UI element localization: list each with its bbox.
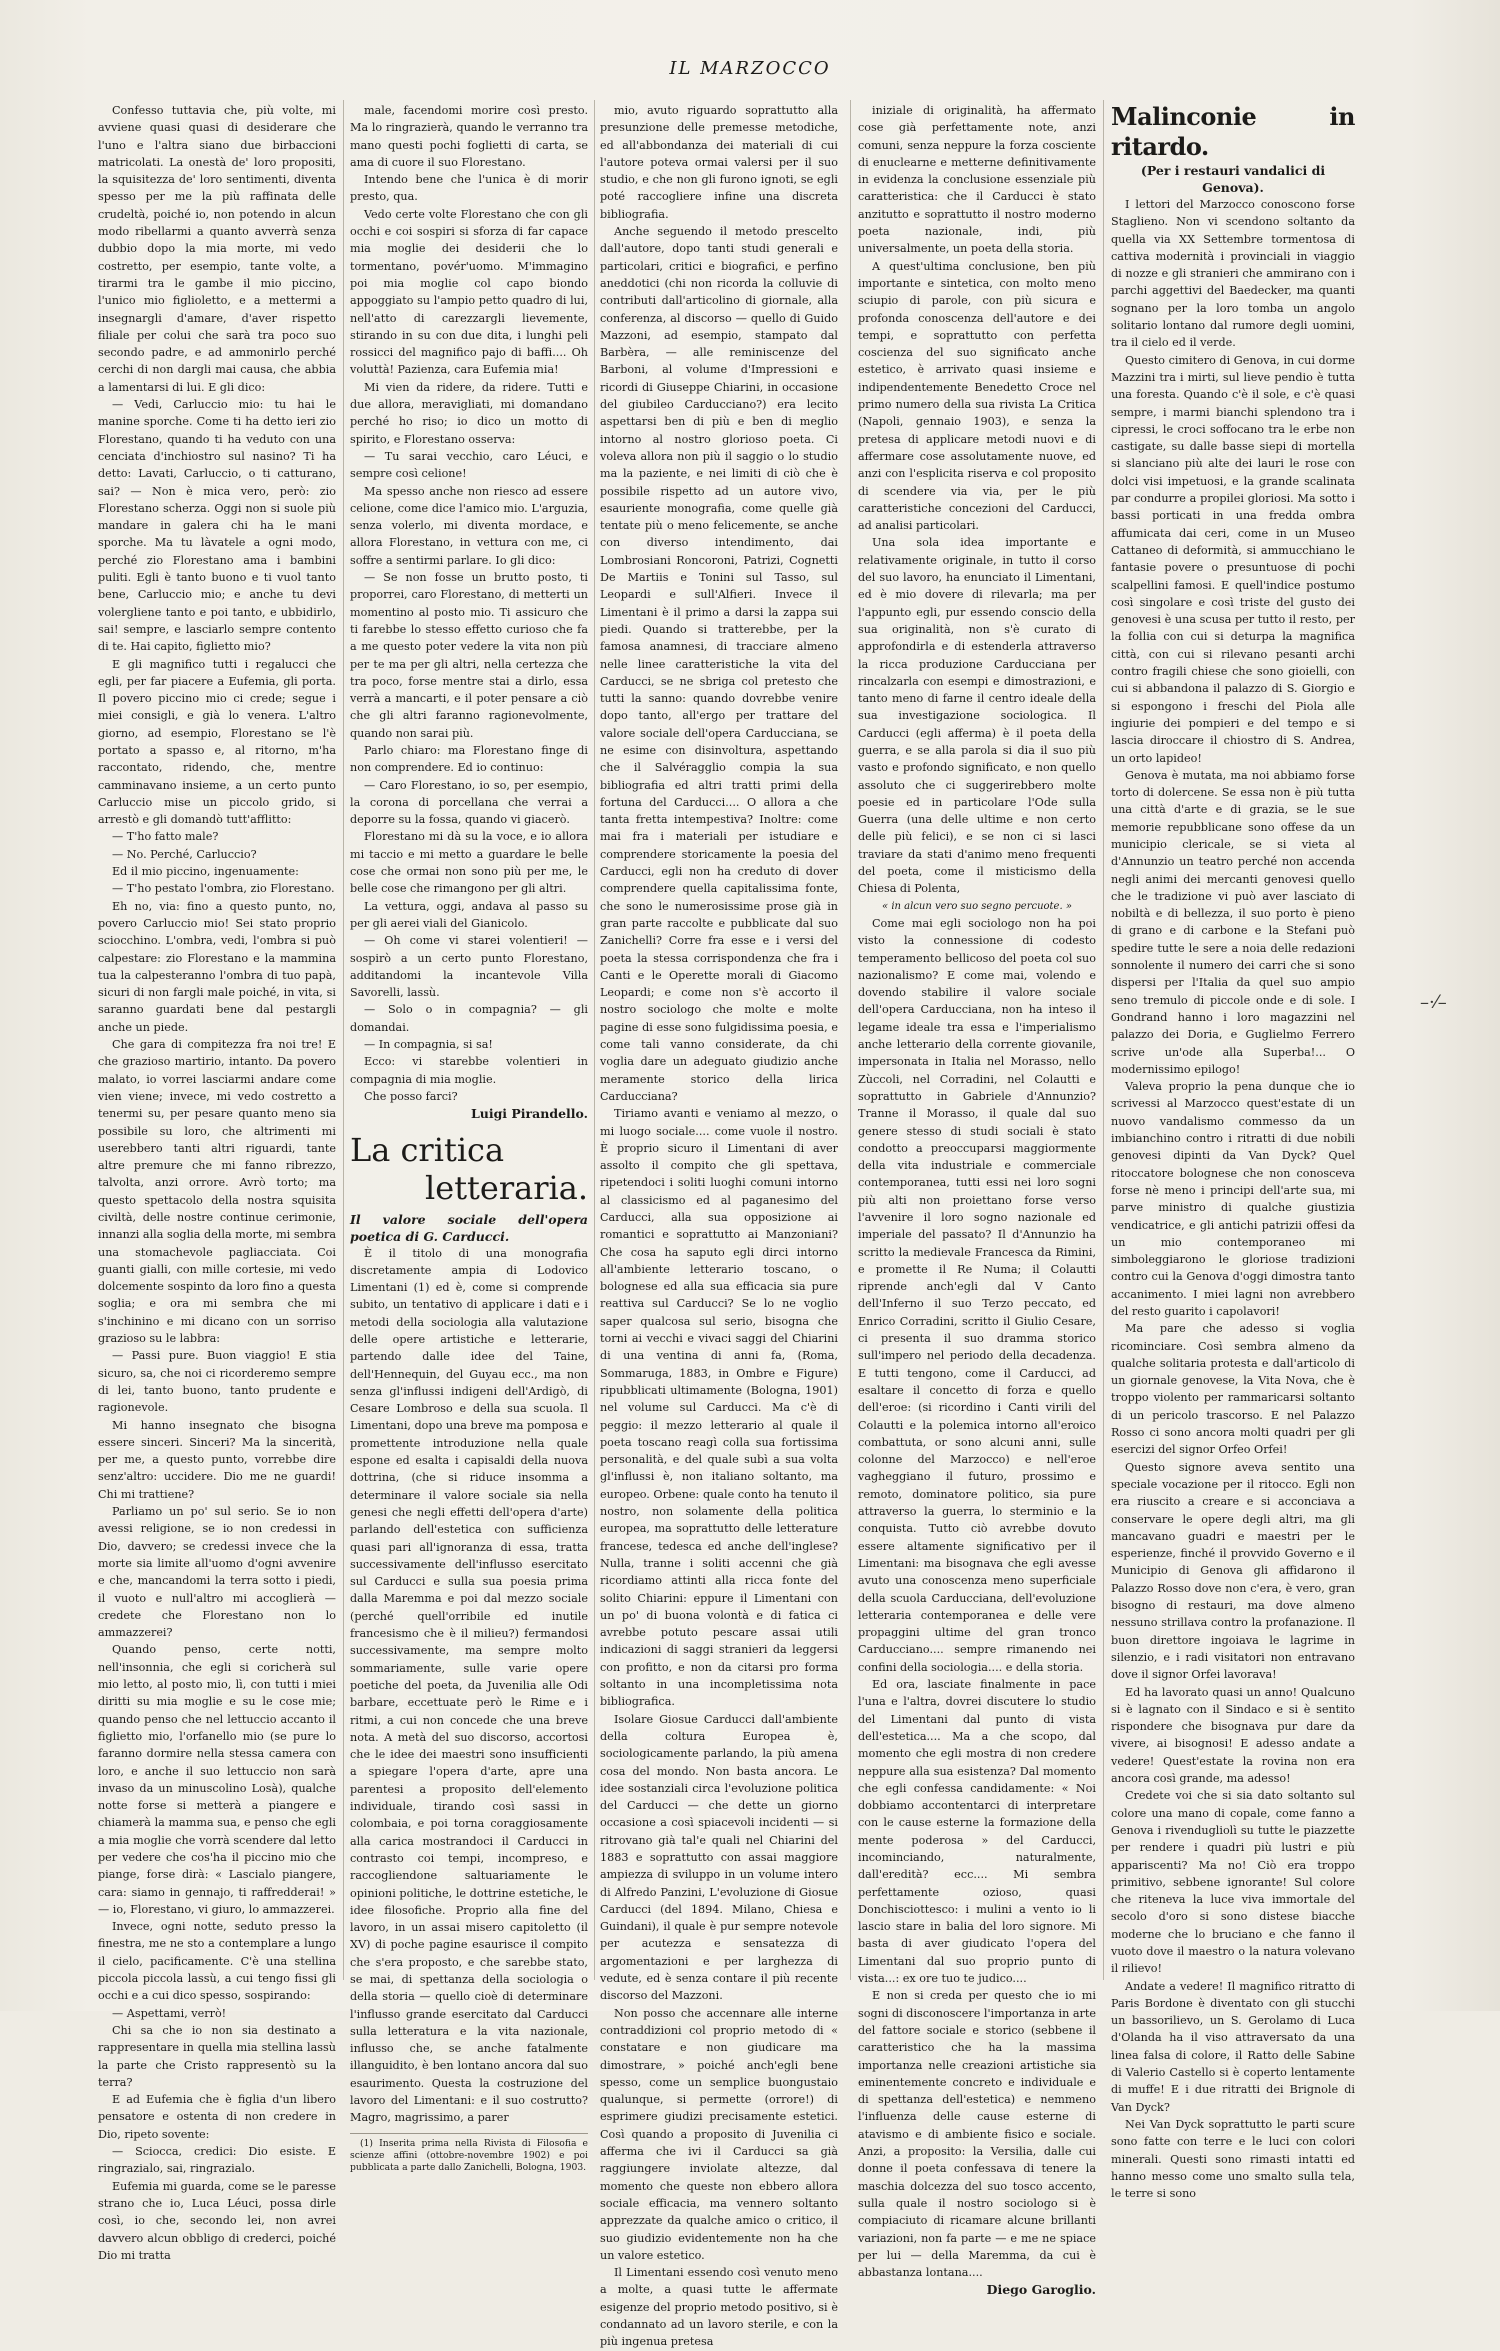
- column-rule: [1103, 100, 1104, 1980]
- paragraph: Genova è mutata, ma noi abbiamo forse torto di dolercene. Se essa non è più tutta una città d'arte e di grazia, se le sue memorie repubblicane sono offese da un municipio clericale, se si vieta al d'Annunzio un teatro perché non accenda negli animi dei mercanti genovesi quello che le tradizione vi può aver lasciato di nobiltà e di bellezza, il suo porto è pieno di grano e di carbone e la Stefani può spedire tutte le sere a noia delle redazioni sonnolente il numero dei carri che si sono dispersi per l'Italia da quel suo ampio seno tremulo di piccole onde e di sole. I Gondrand hanno i loro magazzini nel palazzo dei Doria, e Guglielmo Ferrero scrive un'ode alla Superba!... O modernissimo epilogo!: [1111, 768, 1355, 1076]
- paragraph: Che posso farci?: [364, 1089, 458, 1103]
- article-title: [350, 1131, 588, 1207]
- paragraph: Vedo certe volte Florestano che con gli occhi e coi sospiri si sforza di far capace mia moglie dei desiderii che lo tormentano, povér'uomo. M'immagino poi mia moglie col capo biondo appoggiato su l'ampio petto quadro di lui, nell'atto di carezzargli lievemente, stirando in su con due dita, i lunghi peli rossicci del magnifico pajo di baffi.... Oh voluttà! Pazienza, cara Eufemia mia!: [350, 207, 588, 377]
- paragraph: iniziale di originalità, ha affermato cose già perfettamente note, anzi comuni, senza neppure la forza cosciente di enuclearne e metterne definitivamente in evidenza la conclusione essenziale più caratteristica: che il Carducci è stato anzitutto e soprattutto il nostro moderno poeta nazionale, indi, più universalmente, un poeta della storia.: [858, 104, 1096, 256]
- paragraph: Questo cimitero di Genova, in cui dorme Mazzini tra i mirti, sul lieve pendio è tutta una foresta. Quando c'è il sole, e c'è quasi sempre, i marmi bianchi splendono tra i cipressi, le croci soffocano tra le erbe non castigate, su dalle basse siepi di mortella si slanciano più alte dei lauri le rose con dolci visi impetuosi, e la grande scalinata par condurre a propilei gloriosi. Ma sotto i bassi porticati in una fredda ombra affumicata dai ceri, come in un Museo Cattaneo di deformità, si ammucchiano le fantasie povere o presuntuose di pochi scalpellini famosi. E quell'indice postumo così singolare e così triste del gusto dei genovesi è una scusa per tutto il resto, per la follia con cui si deturpa la magnifica città, con cui si rilevano pesanti archi contro fragili chiese che sono gioielli, con cui si abbandona il palazzo di S. Giorgio e si espongono i freschi del Piola alle ingiurie dei pompieri e del tempo e si lascia diroccare il chiostro di S. Andrea, un orto lapideo!: [1111, 353, 1355, 765]
- paragraph: E gli magnifico tutti i regalucci che egli, per far piacere a Eufemia, gli porta. Il povero piccino mio ci crede; segue i miei consigli, e già lo venera. L'altro giorno, ad esempio, Florestano se l'è portato a spasso e, al ritorno, m'ha raccontato, ridendo, che, mentre camminavano insieme, a un certo punto Carluccio mise un piccolo grido, si arrestò e gli domandò tutt'afflitto:: [98, 657, 336, 827]
- paragraph: Ma pare che adesso si voglia ricominciare. Così sembra almeno da qualche solitaria protesta e dall'articolo di un giornale genovese, la Vita Nova, che è troppo violento per rammaricarsi soltanto di un pericolo trascorso. E nel Palazzo Rosso ci sono ancora molti quadri per gli esercizi del signor Orfeo Orfei!: [1111, 1322, 1355, 1457]
- paragraph: — In compagnia, si sa!: [364, 1038, 493, 1052]
- paragraph: — Caro Florestano, io so, per esempio, la corona di porcellana che verrai a deporre su la fossa, quando vi giacerò.: [350, 778, 588, 827]
- author-signature: Diego Garoglio.: [986, 2282, 1096, 2298]
- paragraph: — Tu sarai vecchio, caro Léuci, e sempre così celione!: [350, 449, 588, 481]
- paragraph: — Oh come vi starei volentieri! — sospirò a un certo punto Florestano, additandomi la incantevole Villa Savorelli, lassù.: [350, 934, 588, 1000]
- paragraph: Chi sa che io non sia destinato a rappresentare in quella mia stellina lassù la parte che Cristo rappresentò su la terra?: [98, 2023, 336, 2089]
- paragraph: — Sciocca, credici: Dio esiste. E ringrazialo, sai, ringrazialo.: [98, 2145, 336, 2176]
- article-subtitle: Il valore sociale dell'opera poetica di G. Carducci.: [350, 1211, 588, 1244]
- paragraph: — T'ho fatto male?: [112, 830, 219, 844]
- column-rule: [343, 100, 344, 1980]
- paragraph: mio, avuto riguardo soprattutto alla presunzione delle premesse metodiche, ed all'abbondanza dei materiali di cui l'autore poteva ormai valersi per il suo studio, e che non gli furono ignoti, se egli poté raccogliere infine una discreta bibliografia.: [600, 104, 838, 221]
- paragraph: E non si creda per questo che io mi sogni di disconoscere l'importanza in arte del fattore sociale e storico (sebbene il caratteristico che ha la massima importanza nelle creazioni artistiche sia eminentemente concreto e individuale e di spettanza dell'estetica) e nemmeno l'influenza delle cause esterne di atavismo e di ambiente fisico e sociale. Anzi, a proposito: la Versilia, dalle cui donne il poeta confessava di tenere la maschia dolcezza del suo tosco accento, sulla quale il nostro sociologo si è compiaciuto di ricamare alcune brillanti variazioni, non fa parte — e me ne spiace per lui — della Maremma, da cui è abbastanza lontana....: [858, 1989, 1096, 2280]
- paragraph: — No. Perché, Carluccio?: [112, 847, 257, 861]
- paragraph: Valeva proprio la pena dunque che io scrivessi al Marzocco quest'estate di un nuovo vandalismo commesso da un imbianchino contro i ritratti di due nobili genovesi dipinti da Van Dyck? Quel ritoccatore bolognese che non conosceva forse nè meno i principi dell'arte sua, mi parve ministro di qualche giustizia vendicatrice, e gli antichi patrizii offesi da un mio contemporaneo mi simboleggiarono le gloriose tradizioni contro cui la Genova d'oggi dimostra tanto accanimento. I miei lagni non avrebbero del resto guarito i capolavori!: [1111, 1080, 1355, 1318]
- paragraph: Isolare Giosue Carducci dall'ambiente della coltura Europea è, sociologicamente parlando, la più amena cosa del mondo. Non basta ancora. Le idee sostanziali circa l'evoluzione politica del Carducci — che dette un giorno occasione a così spiacevoli incidenti — si ritrovano già tal'e quali nel Chiarini del 1883 e soprattutto con assai maggiore ampiezza di sviluppo in un volume intero di Alfredo Panzini, L'evoluzione di Giosue Carducci (del 1894. Milano, Chiesa e Guindani), il quale è pur sempre notevole per acutezza e sensatezza di argomentazioni e per larghezza di vedute, ed è senza contare il più recente discorso del Mazzoni.: [600, 1712, 838, 2003]
- paragraph: — Passi pure. Buon viaggio! E stia sicuro, sa, che noi ci ricorderemo sempre di lei, tanto buono, tanto prudente e ragionevole.: [98, 1349, 336, 1415]
- margin-mark-icon: –·⁄–: [1420, 992, 1447, 1013]
- quoted-verse: « in alcun vero suo segno percuote. »: [882, 900, 1072, 912]
- paragraph: Ma spesso anche non riesco ad essere celione, come dice l'amico mio. L'arguzia, senza volerlo, mi diventa mordace, e allora Florestano, in vettura con me, ci soffre a sentirmi parlare. Io gli dico:: [350, 484, 588, 567]
- paragraph: Andate a vedere! Il magnifico ritratto di Paris Bordone è diventato con gli stucchi un bassorilievo, un S. Gerolamo di Luca d'Olanda ha il viso attraversato da una linea falsa di colore, il Ratto delle Sabine di Valerio Castello si è coperto lentamente di muffe! E i due ritratti dei Brignole di Van Dyck?: [1111, 1979, 1355, 2114]
- paragraph: male, facendomi morire così presto. Ma lo ringrazierà, quando le verranno tra mano questi pochi foglietti di carta, se ama di cuore il suo Florestano.: [350, 104, 588, 169]
- paragraph: — Aspettami, verrò!: [112, 2006, 227, 2020]
- paragraph: Mi hanno insegnato che bisogna essere sinceri. Sinceri? Ma la sincerità, per me, a questo punto, vorrebbe dire senz'altro: uccidere. Dio me ne guardi! Chi mi trattiene?: [98, 1418, 336, 1501]
- paragraph: Non posso che accennare alle interne contraddizioni col proprio metodo di « constatare e non giudicare ma dimostrare, » poiché anch'egli bene spesso, come un semplice buongustaio qualunque, si permette (orrore!) di esprimere giudizi precisamente estetici. Così quando a proposito di Juvenilia ci afferma che ivi il Carducci sa già raggiungere inviolate altezze, dal momento che queste non ebbero allora sociale efficacia, ma vennero soltanto apprezzate da qualche amico o critico, il suo giudizio evidentemente non ha che un valore estetico.: [600, 2006, 838, 2262]
- paragraph: Che gara di compitezza fra noi tre! E che grazioso martirio, intanto. Da povero malato, io vorrei lasciarmi andare come vien viene; invece, mi vedo costretto a tenermi su, per pesare quanto meno sia possibile su loro, che altrimenti mi userebbero tanti altri riguardi, tante altre premure che mi fanno ribrezzo, talvolta, anzi orrore. Avrò torto; ma questo spettacolo della nostra squisita civiltà, delle nostre continue cerimonie, innanzi alla soglia della morte, mi sembra una stomachevole pagliacciata. Coi guanti gialli, con mille cortesie, mi vedo dolcemente sospinto da loro fino a questa soglia; e ora mi sembra che mi s'inchinino e mi dicano con un sorriso grazioso su le labbra:: [98, 1038, 336, 1346]
- paragraph: Florestano mi dà su la voce, e io allora mi taccio e mi metto a guardare le belle cose che ormai non sono più per me, le belle cose che rimangono per gli altri.: [350, 830, 588, 896]
- paragraph: Intendo bene che l'unica è di morir presto, qua.: [350, 173, 588, 204]
- paragraph: Ed ora, lasciate finalmente in pace l'una e l'altra, dovrei discutere lo studio del Limentani dal punto di vista dell'estetica.... Ma a che scopo, dal momento che egli mostra di non credere neppure alla sua esistenza? Dal momento che egli confessa candidamente: « Noi dobbiamo accontentarci di interpretare con le cause esterne la formazione della mente poderosa » del Carducci, incominciando, naturalmente, dall'eredità? ecc.... Mi sembra perfettamente ozioso, quasi Donchisciottesco: i mulini a vento io li lascio stare in balia del loro signore. Mi basta di aver giudicato l'opera del Limentani dal suo proprio punto di vista...: ex ore tuo te judico....: [858, 1678, 1096, 1986]
- paragraph: Il Limentani essendo così venuto meno a molte, a quasi tutte le affermate esigenze del proprio metodo positivo, si è condannato ad un lavoro sterile, e con la più ingenua pretesa: [600, 2266, 838, 2349]
- paragraph: Confesso tuttavia che, più volte, mi avviene quasi quasi di desiderare che l'uno e l'altra siano due birbaccioni matricolati. La onestà de' loro propositi, la squisitezza de' loro sentimenti, diventa spesso per me la più raffinata delle crudeltà, poiché io, non potendo in alcun modo ribellarmi a quanto avverrà senza dubbio dopo la mia morte, mi vedo costretto, per esempio, tante volte, a tirarmi tra le gambe il mio piccino, l'unico mio figlioletto, e a mettermi a insegnargli d'amare, d'aver rispetto filiale per colui che sarà tra poco suo secondo padre, e ad ammonirlo perché cerchi di non dargli mai causa, che abbia a lamentarsi di lui. E gli dico:: [98, 104, 336, 394]
- paragraph: Una sola idea importante e relativamente originale, in tutto il corso del suo lavoro, ha enunciato il Limentani, ed è mio dovere di rilevarla; ma per l'appunto egli, pur essendo conscio della sua originalità, non s'è curato di approfondirla e di estenderla attraverso la ricca produzione Carducciana per rincalzarla con esempi e dimostrazioni, e tanto meno di farne il centro ideale della sua investigazione sociologica. Il Carducci (egli afferma) è il poeta della guerra, e se alla parola si dia il suo più vasto e profondo significato, e non quello assoluto che ci suggerirebbero molte poesie ed in particolare l'Ode sulla Guerra (una delle ultime e non certo delle più felici), e se non ci si lasci traviare da stati d'animo meno frequenti del poeta, come il misticismo della Chiesa di Polenta,: [858, 536, 1096, 896]
- paragraph: E ad Eufemia che è figlia d'un libero pensatore e ostenta di non credere in Dio, ripeto sovente:: [98, 2093, 336, 2141]
- paragraph: Quando penso, certe notti, nell'insonnia, che egli si coricherà sul mio letto, al posto mio, lì, con tutti i miei diritti su mia moglie e su le cose mie; quando penso che nel lettuccio accanto il figlietto mio, l'orfanello mio (se pure lo faranno dormire nella stessa camera con loro, e anche il suo lettuccio non sarà invaso da un minuscolino Losà), qualche notte forse si metterà a piangere e chiamerà la mamma sua, e penso che egli a mia moglie che vorrà scendere dal letto per vedere che cos'ha il piccino mio che piange, forse dirà: « Lascialo piangere, cara: siamo in gennajo, ti raffredderai! » — io, Florestano, vi giuro, lo ammazzerei.: [98, 1643, 336, 1916]
- paragraph: Tiriamo avanti e veniamo al mezzo, o mi luogo sociale.... come vuole il nostro. È proprio sicuro il Limentani di aver assolto il compito che gli spettava, ripetendoci i soliti luoghi comuni intorno al classicismo ed al paganesimo del Carducci, alla sua opposizione ai romantici e soprattutto ai Manzoniani? Che cosa ha saputo egli dirci intorno all'ambiente letterario toscano, o bolognese ed alla sua efficacia sia pure reattiva sul Carducci? Se lo ne voglio saper qualcosa sul serio, bisogna che torni ai vecchi e vivaci saggi del Chiarini di una ventina di anni fa, (Roma, Sommaruga, 1883, in Ombre e Figure) ripubblicati ultimamente (Bologna, 1901) nel volume sul Carducci. Ma c'è di peggio: il mezzo letterario al quale il poeta toscano reagì colla sua fortissima personalità, e del quale subì a sua volta gl'influssi è, non italiano soltanto, ma europeo. Orbene: quale conto ha tenuto il nostro, non solamente della politica europea, ma soprattutto delle letterature francese, tedesca ed anche dell'inglese? Nulla, tranne i soliti accenni che già ricordiamo attinti alla ricca fonte del solito Chiarini: eppure il Limentani con un po' di buona volontà e di fatica ci avrebbe potuto pescare assai utili indicazioni di saggi stranieri da leggersi con profitto, e non da citarsi pro forma soltanto in una incompletissima nota bibliografica.: [600, 1107, 838, 1709]
- paragraph: Credete voi che si sia dato soltanto sul colore una mano di copale, come fanno a Genova i rivendugliolì su tutte le piazzette per rendere i quadri più lustri e più appariscenti? Ma no! Ciò era troppo primitivo, sebbene ignorante! Sul colore che riteneva la luce viva immortale del secolo d'oro si sono distese biacche moderne che lo bruciano e che fanno il vuoto dove il maestro o la natura volevano il rilievo!: [1111, 1789, 1355, 1976]
- paragraph: Ecco: vi starebbe volentieri in compagnia di mia moglie.: [350, 1055, 588, 1086]
- paragraph: Come mai egli sociologo non ha poi visto la connessione di codesto temperamento bellicoso del poeta col suo nazionalismo? E come mai, volendo e dovendo stabilire il valore sociale dell'opera Carducciana, non ha inteso il legame ideale tra essa e l'imperialismo anche letterario della corrente giovanile, impersonata in Italia nel Morasso, nello Zùccoli, nel Corradini, nel Colautti e soprattutto in Gabriele d'Annunzio? Tranne il Morasso, il quale dal suo genere stesso di studi sociali è stato condotto a preoccuparsi maggiormente della vita industriale e commerciale contemporanea, tutti essi nei loro sogni più alti non proiettano forse verso l'avvenire il loro sogno nazionale ed imperiale del passato? Il d'Annunzio ha scritto la medievale Francesca da Rimini, e promette il Re Numa; il Colautti riprende anch'egli dal V Canto dell'Inferno il suo Terzo peccato, ed Enrico Corradini, scritto il Giulio Cesare, ci presenta il suo dramma storico sull'impero nel periodo della decadenza. E tutti tengono, come il Carducci, ad esaltare il concetto di forza e quello dell'eroe: (si ricordino i Canti virili del Colautti e la polemica intorno all'eroico combattuta, or sono alcuni anni, sulle colonne del Marzocco) e nell'eroe vagheggiano il futuro, prossimo e remoto, dominatore politico, sia pure attraverso la guerra, lo sterminio e la conquista. Tutto ciò avrebbe dovuto essere altamente significativo per il Limentani: ma bisognava che egli avesse avuto una conoscenza meno superficiale della scuola Carducciana, dell'evoluzione letteraria contemporanea e delle vere propaggini ultime del gran tronco Carducciano.... sempre rimanendo nei confini della sociologia.... e della storia.: [858, 916, 1096, 1674]
- column-4: [858, 102, 1096, 2298]
- running-head: IL MARZOCCO: [669, 58, 831, 79]
- column-1: [98, 102, 336, 2262]
- paragraph: Parlo chiaro: ma Florestano finge di non comprendere. Ed io continuo:: [350, 743, 588, 775]
- paragraph: Eufemia mi guarda, come se le paresse strano che io, Luca Léuci, possa dirle così, io che, secondo lei, non avrei davvero alcun obbligo di crederci, poiché Dio mi tratta: [98, 2179, 336, 2262]
- article-subtitle: (Per i restauri vandalici di Genova).: [1140, 163, 1326, 195]
- paragraph: Invece, ogni notte, seduto presso la finestra, me ne sto a contemplare a lungo il cielo, pacificamente. C'è una stellina piccola piccola lassù, a cui tengo fissi gli occhi e a cui dico spesso, sospirando:: [98, 1920, 336, 2003]
- paragraph: — Vedi, Carluccio mio: tu hai le manine sporche. Come ti ha detto ieri zio Florestano, quando ti ha veduto con una cenciata d'inchiostro sul nasino? Ti ha detto: Lavati, Carluccio, o ti catturano, sai? — Non è mica vero, però: zio Florestano scherza. Oggi non si suole più mandare in galera chi ha le mani sporche. Ma tu làvatele a ogni modo, perché zio Florestano ama i bambini puliti. Egli è tanto buono e ti vuol tanto bene, Carluccio mio; e anche tu devi volergliene tanto e poi tanto, e ubbidirlo, sai! sempre, e lasciarlo sempre contento di te. Hai capito, figlietto mio?: [98, 398, 336, 654]
- column-2: [350, 102, 588, 2173]
- paragraph: — Se non fosse un brutto posto, ti proporrei, caro Florestano, di metterti un momentino al posto mio. Ti assicuro che ti farebbe lo stesso effetto curioso che fa a me questo poter vedere la vita non più per te ma per gli altri, nella certezza che tra poco, forse mentre stai a dirlo, essa verrà a mancarti, e il poter pensare a ciò che gli altri faranno ragionevolmente, quando non sarai più.: [350, 571, 588, 740]
- paragraph: Anche seguendo il metodo prescelto dall'autore, dopo tanti studi generali e particolari, critici e biografici, e perfino aneddotici (chi non ricorda la colluvie di contributi dall'articolino di giornale, alla conferenza, al discorso — quello di Guido Mazzoni, ad esempio, stampato dal Barbèra, — alle reminiscenze del Barboni, al volume d'Impressioni e ricordi di Giuseppe Chiarini, in occasione del giubileo Carducciano?) era lecito aspettarsi ben di più e ben di meglio intorno al nostro glorioso poeta. Ci voleva allora non più il saggio o lo studio ma la paziente, e nei limiti di ciò che è possibile rispetto ad un autore vivo, esauriente monografia, come quelle già tentate più o meno felicemente, se anche con diverso intendimento, dai Lombrosiani Roncoroni, Patrizi, Cognetti De Martiis e Tonini sul Tasso, sul Leopardi e sull'Alfieri. Invece il Limentani è il primo a darsi la zappa sui piedi. Quando si tratterebbe, per la famosa anamnesi, di tracciare almeno nelle linee caratteristiche la vita del Carducci, se ne sbriga col pretesto che tutti la sanno: quando dovrebbe venire dopo tanto, all'ergo per trattare del valore sociale dell'opera Carducciana, se ne esime con disinvoltura, aspettando che il Salvéragglio compia la sua bibliografia ed altri tratti primi della fortuna del Carducci.... O allora a che tanta fretta intempestiva? Inoltre: come mai fra i materiali per istudiare e comprendere storicamente la poesia del Carducci, egli non ha creduto di dover comprendere quella capitalissima fonte, che sono le numerosissime prose già in gran parte raccolte e pubblicate dal suo Zanichelli? Corre fra esse e i versi del poeta la stessa corrispondenza che fra i Canti e le Operette morali di Giacomo Leopardi; e come non s'è accorto il nostro sociologo che molte e molte pagine di esse sono fulgidissima poesia, e come tali vanno considerate, da chi voglia dare un adeguato giudizio anche meramente storico della lirica Carducciana?: [600, 225, 838, 1103]
- article-title: Malinconie in ritardo.: [1111, 102, 1355, 161]
- article-title-line: La critica: [350, 1130, 505, 1169]
- column-3: [600, 102, 838, 2349]
- paragraph: La vettura, oggi, andava al passo su per gli aerei viali del Gianicolo.: [350, 899, 588, 930]
- author-signature: Luigi Pirandello.: [470, 1106, 588, 1122]
- paragraph: A quest'ultima conclusione, ben più importante e sintetica, con molto meno sciupio di parole, con più sicura e profonda conoscenza dell'autore e dei tempi, e soprattutto con perfetta coscienza del suo significato anche estetico, è arrivato quasi insieme e indipendentemente Benedetto Croce nel primo numero della sua rivista La Critica (Napoli, gennaio 1903), e senza la pretesa di applicare metodi nuovi e di affermare cose assolutamente nuove, ed anzi con l'esplicita riserva e col proposito di scendere via via, per le più caratteristiche concezioni del Carducci, ad analisi particolari.: [858, 259, 1096, 533]
- paragraph: Parliamo un po' sul serio. Se io non avessi religione, se io non credessi in Dio, davvero; se credessi invece che la morte sia limite all'uomo d'ogni avvenire e che, mancandomi la terra sotto i piedi, il vuoto e null'altro mi accoglierà — credete che Florestano non lo ammazzerei?: [98, 1505, 336, 1640]
- paragraph: Questo signore aveva sentito una speciale vocazione per il ritocco. Egli non era riuscito a creare e si acconciava a conservare le opere degli altri, ma gli mancavano guadri e maestri per le esperienze, finché il provvido Governo e il Municipio di Genova gli affidarono il Palazzo Rosso dove non c'era, è vero, gran bisogno di restauri, ma dove almeno nessuno strillava contro la profanazione. Il buon direttore ingoiava le lagrime in silenzio, e i radi visitatori non entravano dove il signor Orfei lavorava!: [1111, 1460, 1355, 1682]
- column-rule: [850, 100, 851, 1980]
- footnote: (1) Inserita prima nella Rivista di Filosofia e scienze affini (ottobre-novembre 1902) e poi pubblicata a parte dallo Zanichelli, Bologna, 1903.: [350, 2133, 588, 2174]
- column-rule: [594, 100, 595, 1980]
- paragraph: Ed il mio piccino, ingenuamente:: [112, 865, 299, 879]
- article-title-line: letteraria.: [425, 1168, 588, 1207]
- paragraph: — Solo o in compagnia? — gli domandai.: [350, 1003, 588, 1034]
- paragraph: Eh no, via: fino a questo punto, no, povero Carluccio mio! Sei stato proprio sciocchino. L'ombra, vedi, l'ombra si può calpestare: zio Florestano e la mammina tua la calpesteranno l'ombra di tuo papà, sicuri di non fargli male poiché, in vita, si saranno guardati bene dal pestargli anche un piede.: [98, 899, 336, 1034]
- paragraph: I lettori del Marzocco conoscono forse Staglieno. Non vi scendono soltanto da quella via XX Settembre tormentosa di cattiva modernità i provinciali in viaggio di nozze e gli stranieri che ammirano con i parchi aggettivi del Baedecker, ma quanti sognano per la loro tomba un angolo solitario lontano dal rumore degli uomini, tra il cielo ed il verde.: [1111, 198, 1355, 350]
- paragraph: È il titolo di una monografia discretamente ampia di Lodovico Limentani (1) ed è, come si comprende subito, un tentativo di applicare i dati e i metodi della sociologia alla valutazione delle opere artistiche e letterarie, partendo dalle idee del Taine, dell'Hennequin, del Guyau ecc., ma non senza gl'influssi indigeni dell'Ardigò, di Cesare Lombroso e della sua scuola. Il Limentani, dopo una breve ma pomposa e promettente introduzione nella quale espone ed esalta i capisaldi della nuova dottrina, (che si riduce insomma a determinare il valore sociale sia nella genesi che negli effetti dell'opera d'arte) parlando dell'estetica con sufficienza quasi pari all'ignoranza di essa, tratta successivamente dell'influsso esercitato sul Carducci e sulla sua poesia prima dalla Maremma e poi dal mezzo sociale (perché quell'orribile ed inutile francesismo che è il milieu?) fermandosi successivamente, ma sempre molto sommariamente, sulle varie opere poetiche del poeta, da Juvenilia alle Odi barbare, eccettuate però le Rime e i ritmi, a cui non concede che una breve nota. A metà del suo discorso, accortosi che le idee dei maestri sono insufficienti a spiegare l'opera d'arte, apre una parentesi a proposito dell'elemento individuale, tirando così sassi in colombaia, e poi torna coraggiosamente alla carica mostrandoci il Carducci in contrasto coi tempi, incompreso, e raccogliendone saltuariamente le opinioni politiche, le dottrine estetiche, le idee filosofiche. Proprio alla fine del lavoro, in un assai misero capitoletto (il XV) di poche pagine esaurisce il compito che s'era proposto, e che sarebbe stato, se mai, di spettanza della sociologia o della storia — quello cioè di determinare l'influsso grande esercitato dal Carducci sulla letteratura e la vita nazionale, influsso che, se anche fatalmente illanguidito, è ben lontano ancora dal suo esaurimento. Questa la costruzione del lavoro del Limentani: e il suo costrutto? Magro, magrissimo, a parer: [350, 1246, 588, 2125]
- paragraph: — T'ho pestato l'ombra, zio Florestano.: [112, 882, 335, 896]
- paragraph: Nei Van Dyck soprattutto le parti scure sono fatte con terre e le luci con colori minerali. Questi sono rimasti intatti ed hanno messo come uno smalto sulla tela, le terre si sono: [1111, 2117, 1355, 2201]
- paragraph: Mi vien da ridere, da ridere. Tutti e due allora, meravigliati, mi domandano perché ho riso; io dico un motto di spirito, e Florestano osserva:: [350, 380, 588, 446]
- column-5: [1111, 102, 1355, 2201]
- paragraph: Ed ha lavorato quasi un anno! Qualcuno si è lagnato con il Sindaco e si è sentito rispondere che bisognava pur dare da vivere, ai bisognosi! E adesso andate a vedere! Quest'estate la rovina non era ancora così grande, ma adesso!: [1111, 1685, 1355, 1786]
